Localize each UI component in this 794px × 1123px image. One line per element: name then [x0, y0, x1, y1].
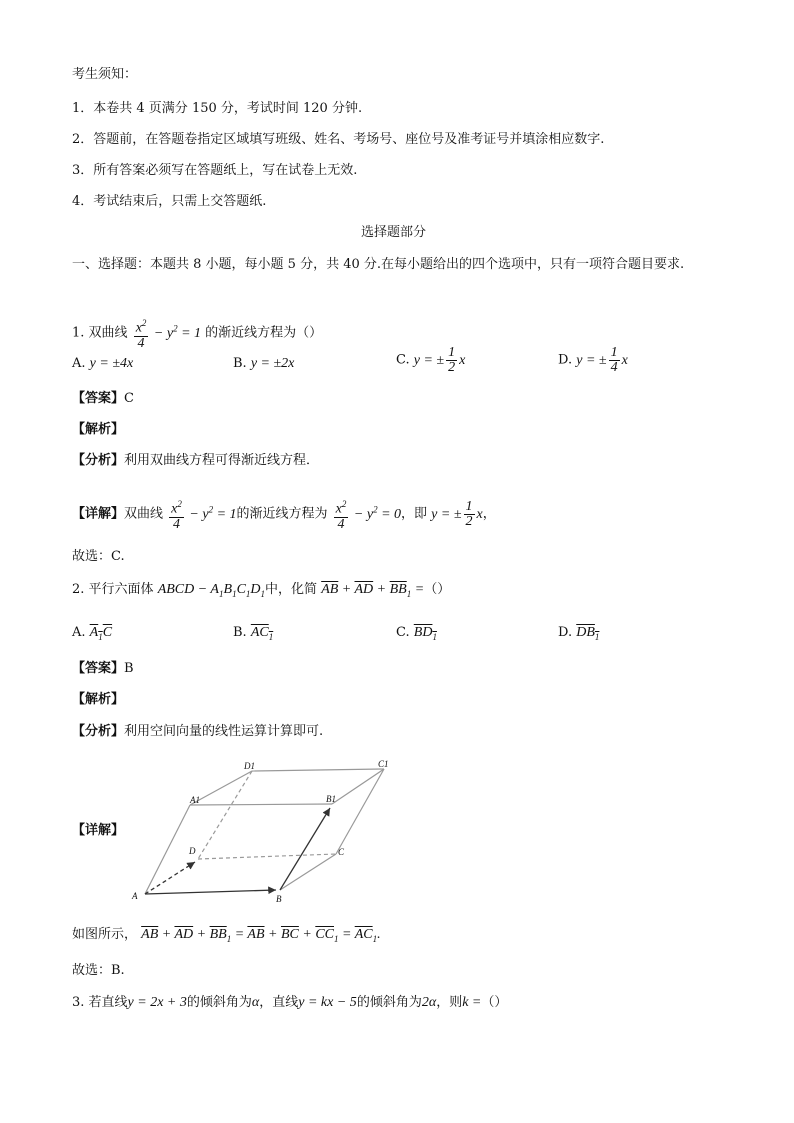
q2-result: 如图所示， $\overline{AB} + \overline{AD} + \overline{BB}_1 = \overline{AB} + \overline{BC} + \overline{CC}_1 = \overline{AC}_1$.: [72, 927, 381, 944]
label-a: A: [132, 891, 138, 901]
q1-equation: $\frac{x^2}{4}$ − $y^2 = 1$: [135, 318, 202, 351]
notice-item-4: 4．考试结束后，只需上交答题纸.: [72, 194, 267, 209]
label-b: B: [276, 894, 282, 904]
notice-item-1: 1．本卷共 4 页满分 150 分，考试时间 120 分钟.: [72, 101, 363, 116]
section-title: 选择题部分: [361, 225, 427, 240]
section-instructions: 一、选择题：本题共 8 小题，每小题 5 分，共 40 分.在每小题给出的四个选项中，只有一项符合题目要求.: [72, 257, 685, 272]
q2-option-d: D. $DB_1$: [558, 625, 600, 642]
q2-stem: 2. 平行六面体 ABCD − $A_1B_1C_1D_1$中，化简 $\overline{AB} + \overline{AD} + \overline{BB}_1$ =（）: [72, 582, 451, 599]
q1-analysis-label: 【解析】: [72, 422, 125, 437]
q2-detail-label: 【详解】: [72, 823, 125, 838]
notice-title: 考生须知：: [72, 67, 138, 82]
q2-answer: 【答案】B: [72, 661, 134, 676]
q1-detail: 【详解】双曲线 $\frac{x^2}{4}$ − $y^2 = 1$的渐近线方程为 $\frac{x^2}{4}$ − $y^2 = 0$，即 y = ± $\frac{1}{2}$ x，: [72, 498, 496, 532]
q3-stem: 3. 若直线y = 2x + 3的倾斜角为α，直线y = kx − 5的倾斜角为2α，则k =（）: [72, 995, 508, 1010]
q2-conclusion: 故选：B.: [72, 963, 125, 978]
q1-stem: 1. 双曲线 $\frac{x^2}{4}$ − $y^2 = 1$ 的渐近线方程为（）: [72, 318, 323, 351]
q1-option-d: D. y = ± $\frac{1}{4}$ x: [558, 345, 628, 375]
q1-option-b: B. y = ±2x: [233, 356, 295, 371]
q1-option-a: A. y = ±4x: [72, 356, 134, 371]
notice-item-3: 3．所有答案必须写在答题纸上，写在试卷上无效.: [72, 163, 358, 178]
label-d: D: [189, 846, 196, 856]
q1-option-c: C. y = ± $\frac{1}{2}$ x: [396, 345, 466, 375]
q2-option-a: A. $A_1C$: [72, 625, 113, 642]
label-c: C: [338, 847, 345, 857]
parallelepiped-figure: [130, 758, 400, 908]
q2-option-b: B. $AC_1$: [233, 625, 274, 642]
q2-fenxi: 【分析】利用空间向量的线性运算计算即可.: [72, 724, 324, 739]
label-b1: B1: [326, 794, 336, 804]
label-c1: C1: [378, 759, 389, 769]
notice-item-2: 2．答题前，在答题卷指定区域填写班级、姓名、考场号、座位号及准考证号并填涂相应数字.: [72, 132, 605, 147]
label-a1: A1: [190, 795, 200, 805]
q2-analysis-label: 【解析】: [72, 692, 125, 707]
label-d1: D1: [244, 761, 255, 771]
q1-fenxi: 【分析】利用双曲线方程可得渐近线方程．: [72, 453, 320, 468]
q1-answer: 【答案】C: [72, 391, 134, 406]
q1-conclusion: 故选：C.: [72, 549, 125, 564]
q2-option-c: C. $BD_1$: [396, 625, 437, 642]
